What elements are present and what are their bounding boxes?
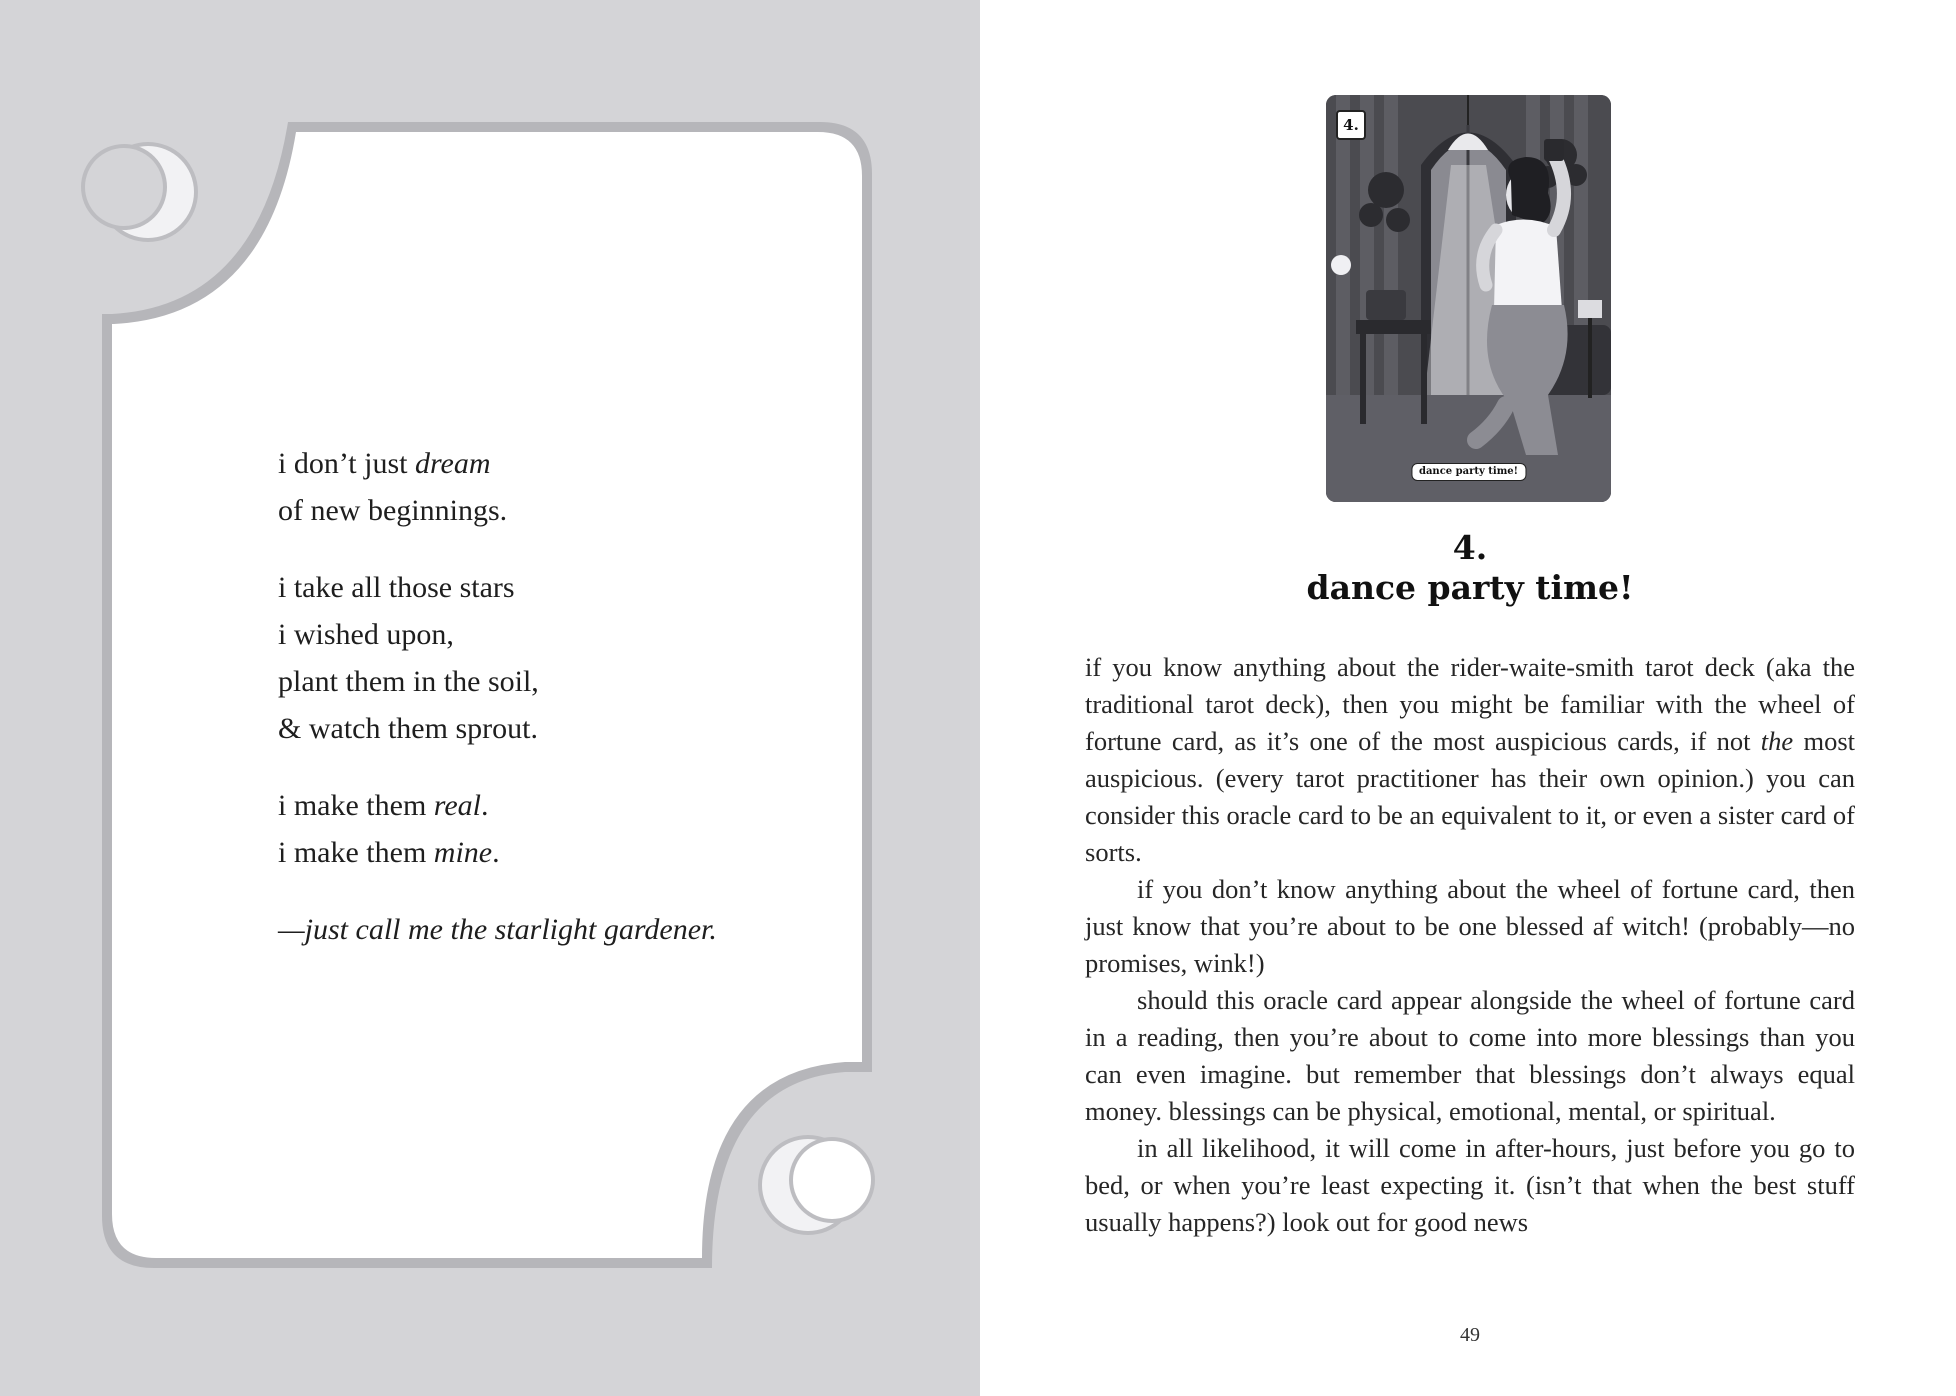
poem-stanza (278, 782, 838, 876)
poem-line: i take all those stars (278, 571, 515, 604)
page-number: 49 (1460, 1324, 1480, 1346)
paragraph: in all likelihood, it will come in after-hours, just before you go to bed, or when you’re least expecting it. (isn’t that when the best stuff usually happens?) look out for good news (1085, 1133, 1855, 1237)
paragraph: if you know anything about the rider-waite-smith tarot deck (aka the traditional tarot deck), then you might be familiar with the wheel of fortune card, as it’s one of the most auspicious cards, if not the most auspicious. (every tarot practitioner has their own opinion.) you can consider this oracle card to be an equivalent to it, or even a sister card of sorts. (1085, 652, 1855, 867)
poem-stanza (278, 564, 838, 752)
poem-line: i make them mine. (278, 836, 500, 869)
paragraph: if you don’t know anything about the wheel of fortune card, then just know that you’re about to be one blessed af witch! (probably—no promises, wink!) (1085, 874, 1855, 978)
poem-stanza (278, 440, 838, 534)
poem (278, 440, 838, 953)
crescent-moon-icon (81, 142, 198, 242)
poem-line: i make them real. (278, 789, 489, 822)
poem-line: & watch them sprout. (278, 712, 538, 745)
poem-line: plant them in the soil, (278, 665, 539, 698)
poem-line: i don’t just dream (278, 447, 491, 480)
poem-line: of new beginnings. (278, 494, 508, 527)
woman-dancing-illustration (1326, 95, 1611, 502)
paragraph: should this oracle card appear alongside the wheel of fortune card in a reading, then you’re about to come into more blessings than you can even imagine. but remember that blessings don’t always equal money. blessings can be physical, emotional, mental, or spiritual. (1085, 985, 1855, 1126)
card-heading (1180, 528, 1760, 608)
oracle-card (1326, 95, 1611, 502)
card-heading-title: dance party time! (1306, 568, 1634, 607)
card-heading-number: 4. (1452, 528, 1488, 567)
poem-signoff: —just call me the starlight gardener. (278, 913, 717, 946)
card-caption: dance party time! (1411, 463, 1526, 481)
crescent-moon-icon (758, 1135, 875, 1235)
card-number-badge: 4. (1336, 110, 1366, 140)
poem-line: i wished upon, (278, 618, 454, 651)
body-text (1085, 649, 1855, 1241)
